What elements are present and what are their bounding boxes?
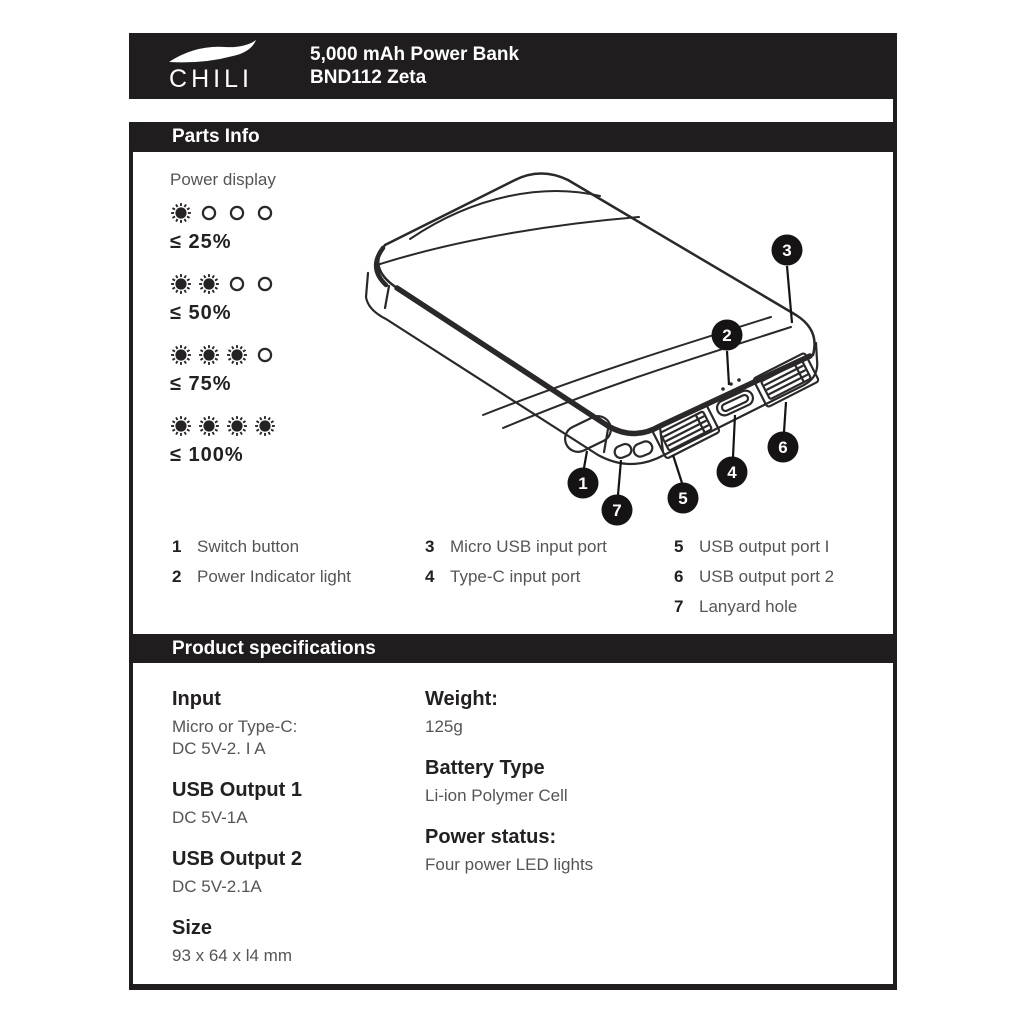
specs-column-right — [425, 688, 735, 895]
spec-value: Micro or Type-C: — [172, 717, 298, 736]
led-on-icon — [198, 273, 220, 295]
divider-strip — [129, 99, 893, 122]
chili-pepper-icon — [169, 40, 256, 62]
part-item-3 — [425, 532, 674, 562]
svg-text:7: 7 — [612, 501, 622, 520]
led-on-icon — [170, 202, 192, 224]
led-icons — [170, 271, 276, 297]
spec-value: 125g — [425, 717, 463, 736]
brand-text: CHILI — [169, 65, 253, 93]
callout-6 — [768, 432, 799, 463]
led-off-icon — [254, 344, 276, 366]
device-front-edge — [397, 288, 810, 434]
power-display-legend — [170, 170, 276, 484]
svg-text:4: 4 — [727, 463, 737, 482]
led-off-icon — [198, 202, 220, 224]
led-off-icon — [226, 273, 248, 295]
led-on-icon — [198, 344, 220, 366]
part-item-2 — [172, 562, 425, 592]
part-label: USB output port 2 — [699, 567, 835, 586]
callout-3 — [772, 235, 803, 266]
parts-list — [172, 532, 834, 622]
spec-title: USB Output 2 — [172, 848, 302, 870]
part-number: 4 — [425, 567, 435, 586]
product-title — [310, 43, 519, 89]
svg-text:5: 5 — [678, 489, 688, 508]
power-level-label: ≤ 50% — [170, 302, 232, 324]
callout-7 — [602, 495, 633, 526]
parts-list-column — [425, 532, 674, 622]
spec-item — [425, 757, 735, 807]
parts-list-column — [674, 532, 834, 622]
svg-text:2: 2 — [722, 326, 732, 345]
led-on-icon — [226, 415, 248, 437]
led-icons — [170, 200, 276, 226]
spec-title: Power status: — [425, 826, 557, 848]
part-item-1 — [172, 532, 425, 562]
part-label: Type-C input port — [450, 567, 581, 586]
svg-text:6: 6 — [778, 438, 788, 457]
callout-1 — [568, 468, 599, 499]
product-title-line1: 5,000 mAh Power Bank — [310, 44, 520, 65]
header-block — [129, 33, 897, 152]
part-number: 6 — [674, 567, 684, 586]
part-label: Lanyard hole — [699, 597, 798, 616]
product-specs-section — [129, 663, 897, 990]
led-on-icon — [226, 344, 248, 366]
product-title-line2: BND112 Zeta — [310, 67, 427, 88]
spec-value: DC 5V-2. I A — [172, 739, 266, 758]
callout-2 — [712, 320, 743, 351]
spec-value: Four power LED lights — [425, 855, 594, 874]
svg-text:1: 1 — [578, 474, 588, 493]
led-icons — [170, 342, 276, 368]
device-top-face — [378, 174, 814, 434]
part-item-6 — [674, 562, 834, 592]
parts-info-section-title: Parts Info — [172, 126, 260, 147]
power-level-row — [170, 200, 276, 254]
spec-item — [172, 688, 417, 760]
callout-4 — [717, 457, 748, 488]
power-bank-illustration — [355, 155, 885, 555]
power-level-label: ≤ 100% — [170, 444, 244, 466]
led-on-icon — [198, 415, 220, 437]
product-specs-bar — [129, 634, 897, 663]
lanyard-hole-drawing — [613, 442, 633, 459]
led-off-icon — [254, 202, 276, 224]
power-level-label: ≤ 75% — [170, 373, 232, 395]
spec-item — [425, 826, 735, 876]
part-number: 1 — [172, 537, 182, 556]
led-on-icon — [170, 273, 192, 295]
power-level-row — [170, 413, 276, 467]
spec-value: DC 5V-1A — [172, 808, 248, 827]
power-level-label: ≤ 25% — [170, 231, 232, 253]
spec-item — [172, 779, 417, 829]
part-item-7 — [674, 592, 834, 622]
device-corner-edge — [376, 248, 386, 285]
power-level-row — [170, 271, 276, 325]
power-level-row — [170, 342, 276, 396]
part-label: Micro USB input port — [450, 537, 607, 556]
led-on-icon — [170, 344, 192, 366]
spec-title: Input — [172, 688, 221, 710]
spec-value: Li-ion Polymer Cell — [425, 786, 568, 805]
power-display-rows — [170, 200, 276, 467]
led-on-icon — [170, 415, 192, 437]
part-number: 7 — [674, 597, 684, 616]
led-off-icon — [226, 202, 248, 224]
spec-value: DC 5V-2.1A — [172, 877, 262, 896]
spec-item — [425, 688, 735, 738]
spec-title: Weight: — [425, 688, 498, 710]
spec-item — [172, 917, 417, 967]
parts-info-section — [129, 152, 897, 634]
part-number: 2 — [172, 567, 182, 586]
part-number: 5 — [674, 537, 684, 556]
part-item-5 — [674, 532, 834, 562]
product-specs-section-title: Product specifications — [172, 638, 376, 659]
usb-port-2-drawing — [753, 353, 819, 408]
part-label: USB output port I — [699, 537, 830, 556]
brand-logo — [153, 38, 275, 101]
callout-5 — [668, 483, 699, 514]
spec-title: Size — [172, 917, 213, 939]
power-display-title: Power display — [170, 170, 276, 189]
led-icons — [170, 413, 276, 439]
svg-text:3: 3 — [782, 241, 792, 260]
led-off-icon — [254, 273, 276, 295]
part-label: Switch button — [197, 537, 300, 556]
spec-title: Battery Type — [425, 757, 545, 779]
spec-value: 93 x 64 x l4 mm — [172, 946, 292, 965]
part-item-4 — [425, 562, 674, 592]
parts-list-column — [172, 532, 425, 622]
led-on-icon — [254, 415, 276, 437]
device-side-wall — [366, 273, 817, 464]
part-label: Power Indicator light — [197, 567, 352, 586]
specs-column-left — [172, 688, 417, 986]
spec-title: USB Output 1 — [172, 779, 302, 801]
part-number: 3 — [425, 537, 435, 556]
spec-item — [172, 848, 417, 898]
callouts — [568, 235, 803, 526]
